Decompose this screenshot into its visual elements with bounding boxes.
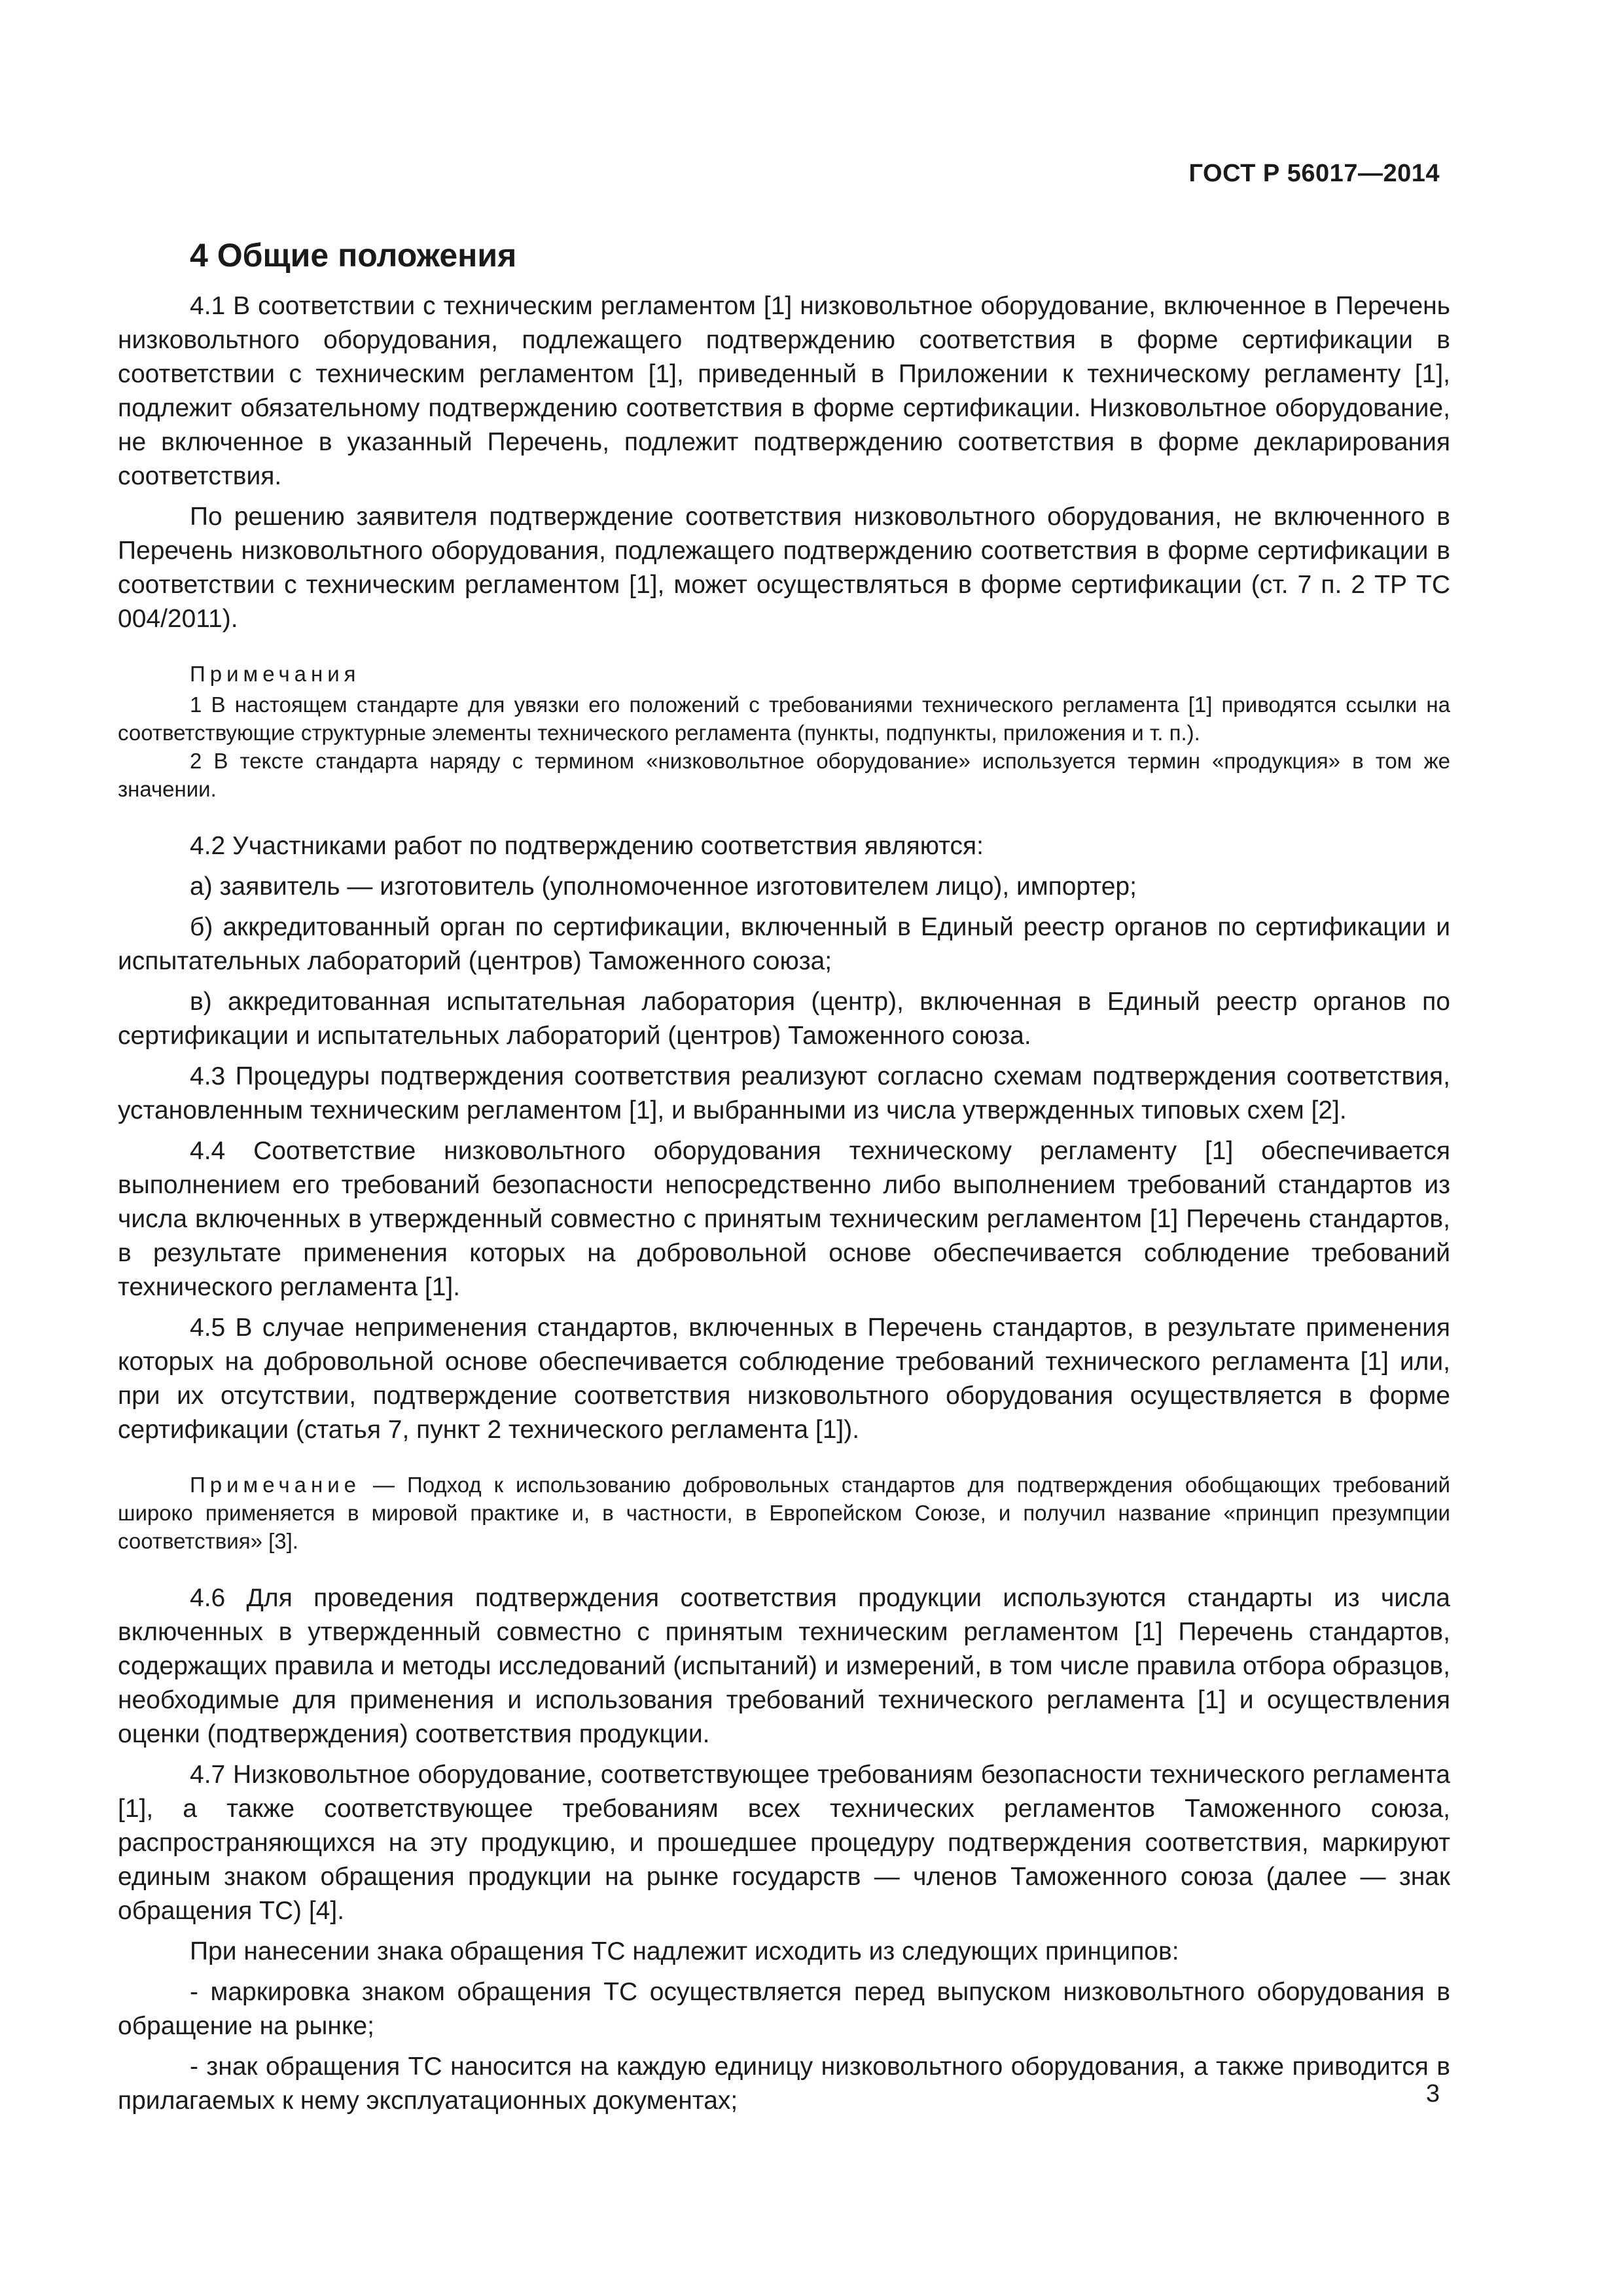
paragraph-4-1-continued: По решению заявителя подтверждение соответствия низковольтного оборудования, не включенного в Перечень низковольтного оборудования, подлежащего подтверждению соответствия в форме сертификации в соответствии с техническим регламентом [1], может осуществляться в форме сертификации (ст. 7 п. 2 ТР ТС 004/2011).	[118, 503, 1450, 633]
paragraph-4-1: 4.1 В соответствии с техническим регламентом [1] низковольтное оборудование, включенное в Перечень низковольтного оборудования, подлежащего подтверждению соответствия в форме сертификации в соответствии с техническим регламентом [1], приведенный в Приложении к техническому регламенту [1], подлежит обязательному подтверждению соответствия в форме сертификации. Низковольтное оборудование, не включенное в указанный Перечень, подлежит подтверждению соответствия в форме декларирования соответствия.	[118, 292, 1450, 490]
document-code: ГОСТ Р 56017—2014	[1188, 160, 1440, 187]
paragraph-4-3: 4.3 Процедуры подтверждения соответствия реализуют согласно схемам подтверждения соответствия, установленным техническим регламентом [1], и выбранными из числа утвержденных типовых схем [2].	[118, 1062, 1450, 1124]
list-item-c: в) аккредитованная испытательная лаборатория (центр), включенная в Единый реестр органов по сертификации и испытательных лабораторий (центров) Таможенного союза.	[118, 988, 1450, 1050]
paragraph-4-4: 4.4 Соответствие низковольтного оборудования техническому регламенту [1] обеспечивается выполнением его требований безопасности непосредственно либо выполнением требований стандартов из числа включенных в утвержденный совместно с принятым техническим регламентом [1] Перечень стандартов, в результате применения которых на добровольной основе обеспечивается соблюдение требований технического регламента [1].	[118, 1137, 1450, 1301]
list-item-a: а) заявитель — изготовитель (уполномоченное изготовителем лицо), импортер;	[190, 872, 1137, 901]
notes-title: Примечания	[190, 662, 361, 686]
page-content	[118, 236, 1450, 2125]
list-item-b: б) аккредитованный орган по сертификации, включенный в Единый реестр органов по сертификации и испытательных лабораторий (центров) Таможенного союза;	[118, 913, 1450, 975]
paragraph-4-5: 4.5 В случае неприменения стандартов, включенных в Перечень стандартов, в результате применения которых на добровольной основе обеспечивается соблюдение требований технического регламента [1] или, при их отсутствии, подтверждение соответствия низковольтного оборудования осуществляется в форме сертификации (статья 7, пункт 2 технического регламента [1]).	[118, 1314, 1450, 1444]
notes-block	[118, 660, 1450, 803]
paragraph-4-7-principles: При нанесении знака обращения ТС надлежит исходить из следующих принципов:	[190, 1937, 1179, 1965]
principle-item-1: - маркировка знаком обращения ТС осуществляется перед выпуском низковольтного оборудования в обращение на рынке;	[118, 1978, 1450, 2040]
note-label: Примечание	[190, 1473, 361, 1497]
note-2: 2 В тексте стандарта наряду с термином «низковольтное оборудование» используется термин «продукция» в том же значении.	[118, 749, 1450, 801]
note-body: — Подход к использованию добровольных стандартов для подтверждения обобщающих требований широко применяется в мировой практике и, в частности, в Европейском Союзе, и получил название «принцип презумпции соответствия» [3].	[118, 1473, 1450, 1553]
paragraph-4-7: 4.7 Низковольтное оборудование, соответствующее требованиям безопасности технического регламента [1], а также соответствующее требованиям всех технических регламентов Таможенного союза, распространяющихся на эту продукцию, и прошедшее процедуру подтверждения соответствия, маркируют единым знаком обращения продукции на рынке государств — членов Таможенного союза (далее — знак обращения ТС) [4].	[118, 1761, 1450, 1925]
principle-item-2: - знак обращения ТС наносится на каждую единицу низковольтного оборудования, а также приводится в прилагаемых к нему эксплуатационных документах;	[118, 2053, 1450, 2115]
note-1: 1 В настоящем стандарте для увязки его положений с требованиями технического регламента [1] приводятся ссылки на соответствующие структурные элементы технического регламента (пункты, подпункты, приложения и т. п.).	[118, 692, 1450, 745]
paragraph-4-2: 4.2 Участниками работ по подтверждению соответствия являются:	[190, 832, 984, 860]
note-presumption	[118, 1471, 1450, 1555]
page-number: 3	[1425, 2080, 1440, 2108]
section-title: 4 Общие положения	[190, 237, 517, 274]
note-presumption-text	[118, 1471, 1450, 1555]
paragraph-4-6: 4.6 Для проведения подтверждения соответствия продукции используются стандарты из числа включенных в утвержденный совместно с принятым техническим регламентом [1] Перечень стандартов, содержащих правила и методы исследований (испытаний) и измерений, в том числе правила отбора образцов, необходимые для применения и использования требований технического регламента [1] и осуществления оценки (подтверждения) соответствия продукции.	[118, 1584, 1450, 1748]
